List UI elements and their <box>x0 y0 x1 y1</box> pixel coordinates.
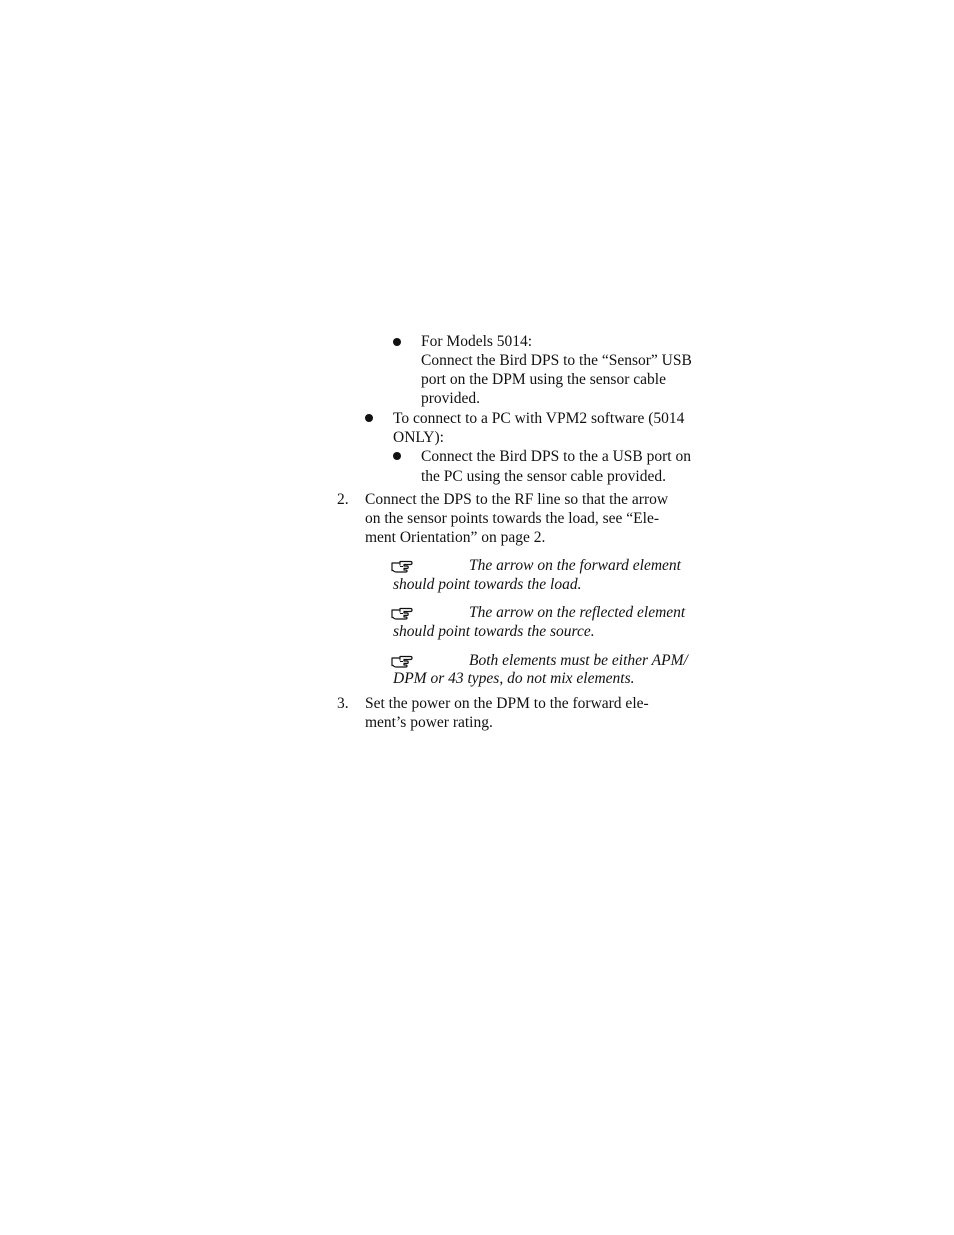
step-number: 2. <box>337 491 349 508</box>
step-3-text-line: ment’s power rating. <box>365 714 493 731</box>
pc-usb-text-line: the PC using the sensor cable provided. <box>421 468 666 485</box>
note-text-line: The arrow on the forward element <box>469 557 681 574</box>
models-5014-text-line: port on the DPM using the sensor cable <box>421 371 666 388</box>
step-3-text-line: Set the power on the DPM to the forward ele- <box>365 695 649 712</box>
bullet-icon <box>365 414 373 422</box>
pointing-hand-icon <box>391 653 413 669</box>
note-text-line: The arrow on the reflected element <box>469 604 686 621</box>
step-2-text-line: ment Orientation” on page 2. <box>365 529 546 546</box>
note-text-line: DPM or 43 types, do not mix elements. <box>393 670 635 687</box>
note-text-line: should point towards the source. <box>393 623 595 640</box>
models-5014-text-line: Connect the Bird DPS to the “Sensor” USB <box>421 352 692 369</box>
pc-connection-text-line: ONLY): <box>393 429 444 446</box>
bullet-icon <box>393 452 401 460</box>
step-2-text-line: on the sensor points towards the load, see “Ele- <box>365 510 659 527</box>
pointing-hand-icon <box>391 605 413 621</box>
pc-usb-text-line: Connect the Bird DPS to the a USB port on <box>421 448 691 465</box>
pc-connection-text-line: To connect to a PC with VPM2 software (5014 <box>393 410 685 427</box>
step-number: 3. <box>337 695 349 712</box>
note-text-line: Both elements must be either APM/ <box>469 652 688 669</box>
step-2-text-line: Connect the DPS to the RF line so that the arrow <box>365 491 669 508</box>
note-text-line: should point towards the load. <box>393 576 582 593</box>
models-5014-text-line: provided. <box>421 390 480 407</box>
models-5014-heading: For Models 5014: <box>421 333 533 350</box>
pointing-hand-icon <box>391 558 413 574</box>
bullet-icon <box>393 338 401 346</box>
